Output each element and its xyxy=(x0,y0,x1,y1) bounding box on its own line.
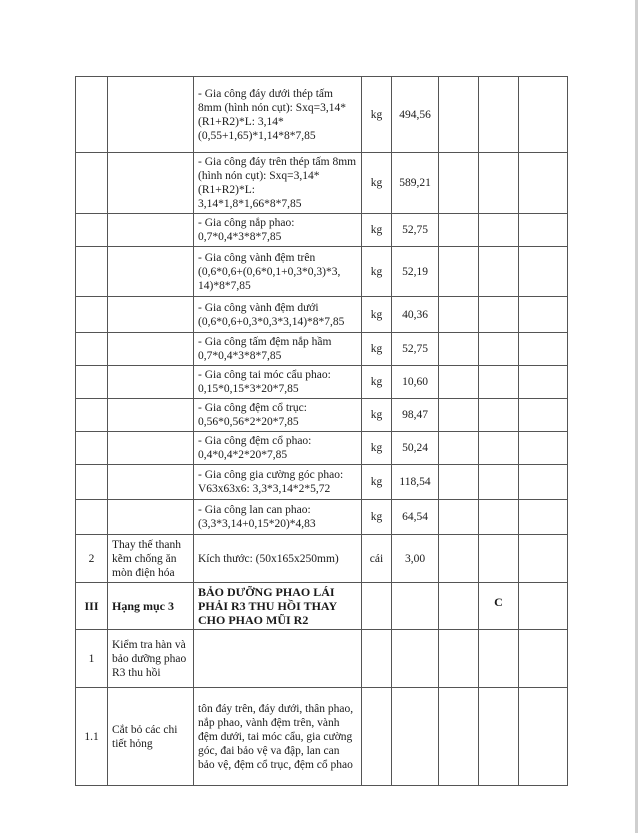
row-number: 1.1 xyxy=(76,688,108,786)
unit-cell xyxy=(362,583,392,630)
unit-cell: kg xyxy=(362,399,392,432)
quantity-cell: 10,60 xyxy=(392,366,439,399)
table-row xyxy=(76,77,568,153)
item-name xyxy=(108,366,194,399)
code-cell xyxy=(479,77,519,153)
unit-cell: cái xyxy=(362,535,392,583)
unit-cell: kg xyxy=(362,432,392,465)
empty-cell xyxy=(519,500,568,535)
table-row xyxy=(76,366,568,399)
code-cell xyxy=(479,500,519,535)
section-title: BẢO DƯỠNG PHAO LÁI PHẢI R3 THU HỒI THAY CHO PHAO MŨI R2 xyxy=(194,583,362,630)
item-description xyxy=(194,630,362,688)
empty-cell xyxy=(519,153,568,214)
row-number xyxy=(76,333,108,366)
code-cell xyxy=(479,432,519,465)
table-row xyxy=(76,465,568,500)
quantity-cell: 3,00 xyxy=(392,535,439,583)
empty-cell xyxy=(439,630,479,688)
quantity-cell xyxy=(392,583,439,630)
empty-cell xyxy=(519,583,568,630)
item-description: - Gia công tai móc cẩu phao: 0,15*0,15*3*20*7,85 xyxy=(194,366,362,399)
empty-cell xyxy=(439,500,479,535)
item-name xyxy=(108,77,194,153)
unit-cell: kg xyxy=(362,77,392,153)
empty-cell xyxy=(519,247,568,297)
empty-cell xyxy=(439,465,479,500)
table-row xyxy=(76,630,568,688)
unit-cell: kg xyxy=(362,500,392,535)
quantity-cell: 589,21 xyxy=(392,153,439,214)
item-name xyxy=(108,399,194,432)
table-row xyxy=(76,399,568,432)
quantity-cell: 52,75 xyxy=(392,333,439,366)
code-cell xyxy=(479,399,519,432)
table-row xyxy=(76,333,568,366)
item-description: - Gia công vành đệm trên (0,6*0,6+(0,6*0,1+0,3*0,3)*3, 14)*8*7,85 xyxy=(194,247,362,297)
code-cell xyxy=(479,688,519,786)
unit-cell: kg xyxy=(362,214,392,247)
code-cell xyxy=(479,333,519,366)
code-cell xyxy=(479,366,519,399)
row-number xyxy=(76,247,108,297)
unit-cell xyxy=(362,630,392,688)
item-name xyxy=(108,333,194,366)
estimate-table xyxy=(75,76,568,786)
empty-cell xyxy=(519,535,568,583)
item-description: - Gia công đệm cổ trục: 0,56*0,56*2*20*7,85 xyxy=(194,399,362,432)
empty-cell xyxy=(439,153,479,214)
table-row xyxy=(76,535,568,583)
empty-cell xyxy=(519,333,568,366)
item-name xyxy=(108,297,194,333)
table-row xyxy=(76,297,568,333)
row-number xyxy=(76,399,108,432)
empty-cell xyxy=(519,399,568,432)
section-row xyxy=(76,583,568,630)
item-description: - Gia công đáy trên thép tấm 8mm (hình nón cụt): Sxq=3,14*(R1+R2)*L: 3,14*1,8*1,66*8*7,85 xyxy=(194,153,362,214)
quantity-cell: 118,54 xyxy=(392,465,439,500)
empty-cell xyxy=(439,77,479,153)
empty-cell xyxy=(439,366,479,399)
empty-cell xyxy=(519,366,568,399)
empty-cell xyxy=(519,77,568,153)
unit-cell: kg xyxy=(362,465,392,500)
row-number xyxy=(76,77,108,153)
unit-cell: kg xyxy=(362,297,392,333)
item-name xyxy=(108,465,194,500)
empty-cell xyxy=(519,297,568,333)
table-row xyxy=(76,500,568,535)
quantity-cell: 494,56 xyxy=(392,77,439,153)
item-description: tôn đáy trên, đáy dưới, thân phao, nắp phao, vành đệm trên, vành đệm dưới, tai móc cẩu, gia cường góc, đai bảo vệ va đập, lan can bảo vệ, đệm cổ trục, đệm cổ phao xyxy=(194,688,362,786)
quantity-cell xyxy=(392,630,439,688)
row-number xyxy=(76,366,108,399)
unit-cell xyxy=(362,688,392,786)
empty-cell xyxy=(439,688,479,786)
empty-cell xyxy=(439,247,479,297)
code-cell xyxy=(479,214,519,247)
table-row xyxy=(76,153,568,214)
empty-cell xyxy=(519,630,568,688)
row-number: 2 xyxy=(76,535,108,583)
table-row xyxy=(76,247,568,297)
code-cell xyxy=(479,153,519,214)
empty-cell xyxy=(439,214,479,247)
quantity-cell: 52,19 xyxy=(392,247,439,297)
item-description: - Gia công đáy dưới thép tấm 8mm (hình nón cụt): Sxq=3,14*(R1+R2)*L: 3,14*(0,55+1,65)*1,14*8*7,85 xyxy=(194,77,362,153)
code-cell xyxy=(479,247,519,297)
item-description: - Gia công gia cường góc phao: V63x63x6: 3,3*3,14*2*5,72 xyxy=(194,465,362,500)
table-row xyxy=(76,432,568,465)
empty-cell xyxy=(519,465,568,500)
item-name xyxy=(108,432,194,465)
unit-cell: kg xyxy=(362,153,392,214)
row-number xyxy=(76,297,108,333)
empty-cell xyxy=(519,688,568,786)
section-code: C xyxy=(479,583,519,630)
empty-cell xyxy=(439,535,479,583)
unit-cell: kg xyxy=(362,366,392,399)
empty-cell xyxy=(439,297,479,333)
code-cell xyxy=(479,535,519,583)
empty-cell xyxy=(439,583,479,630)
item-description: - Gia công nắp phao: 0,7*0,4*3*8*7,85 xyxy=(194,214,362,247)
code-cell xyxy=(479,630,519,688)
empty-cell xyxy=(519,432,568,465)
empty-cell xyxy=(439,399,479,432)
item-description: - Gia công vành đệm dưới (0,6*0,6+0,3*0,3*3,14)*8*7,85 xyxy=(194,297,362,333)
item-name xyxy=(108,214,194,247)
item-description: - Gia công đệm cổ phao: 0,4*0,4*2*20*7,85 xyxy=(194,432,362,465)
item-description: - Gia công lan can phao: (3,3*3,14+0,15*20)*4,83 xyxy=(194,500,362,535)
quantity-cell: 52,75 xyxy=(392,214,439,247)
item-name xyxy=(108,153,194,214)
row-number xyxy=(76,432,108,465)
empty-cell xyxy=(439,333,479,366)
item-name xyxy=(108,500,194,535)
row-number xyxy=(76,500,108,535)
row-number xyxy=(76,153,108,214)
code-cell xyxy=(479,465,519,500)
row-number xyxy=(76,214,108,247)
empty-cell xyxy=(439,432,479,465)
item-name: Cắt bỏ các chi tiết hỏng xyxy=(108,688,194,786)
row-number: 1 xyxy=(76,630,108,688)
section-name: Hạng mục 3 xyxy=(108,583,194,630)
row-number xyxy=(76,465,108,500)
quantity-cell: 64,54 xyxy=(392,500,439,535)
item-name: Kiểm tra hàn và bảo dưỡng phao R3 thu hồi xyxy=(108,630,194,688)
table-row xyxy=(76,688,568,786)
unit-cell: kg xyxy=(362,333,392,366)
quantity-cell: 50,24 xyxy=(392,432,439,465)
item-name xyxy=(108,247,194,297)
code-cell xyxy=(479,297,519,333)
quantity-cell: 40,36 xyxy=(392,297,439,333)
section-number: III xyxy=(76,583,108,630)
table-row xyxy=(76,214,568,247)
item-name: Thay thế thanh kẽm chống ăn mòn điện hóa xyxy=(108,535,194,583)
quantity-cell: 98,47 xyxy=(392,399,439,432)
item-description: - Gia công tấm đệm nắp hầm 0,7*0,4*3*8*7,85 xyxy=(194,333,362,366)
unit-cell: kg xyxy=(362,247,392,297)
item-description: Kích thước: (50x165x250mm) xyxy=(194,535,362,583)
quantity-cell xyxy=(392,688,439,786)
empty-cell xyxy=(519,214,568,247)
